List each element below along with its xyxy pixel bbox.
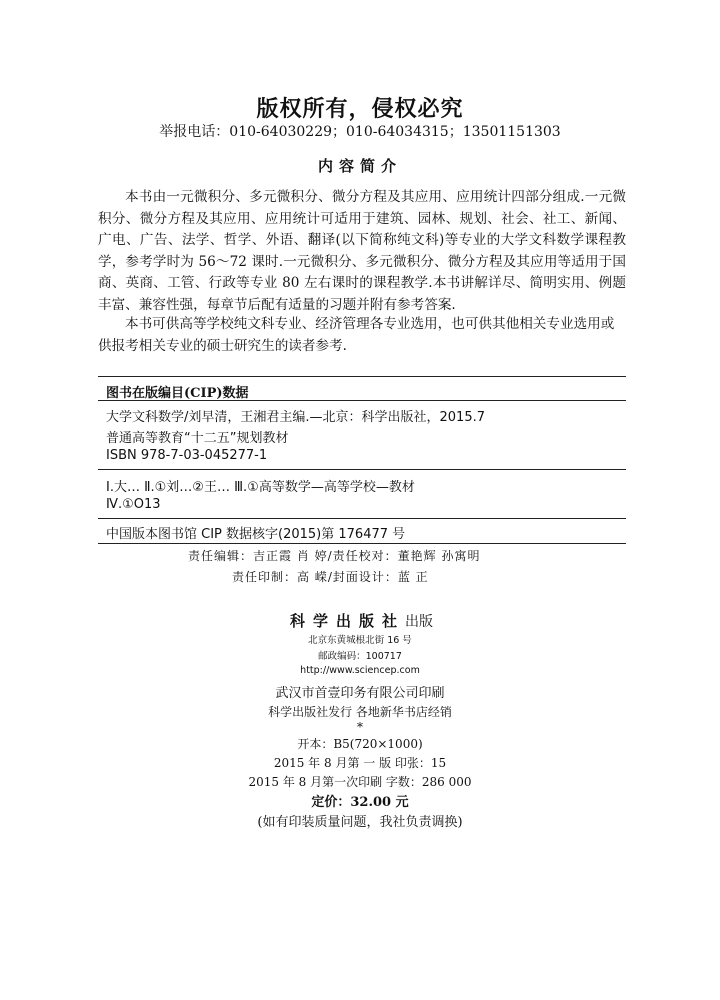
printer-info: 武汉市首壹印务有限公司印刷	[275, 686, 445, 701]
cip-heading-divider	[98, 400, 626, 401]
intro-paragraph-2: 本书可供高等学校纯文科专业、经济管理各专业选用，也可供其他相关专业选用或供报考相关专业的硕士研究生的读者参考.	[98, 316, 615, 354]
separator-star: *	[357, 720, 363, 734]
cip-line-classification: Ⅳ.①O13	[106, 497, 161, 512]
impression-info: 2015 年 8 月第一次印刷 字数：286 000	[248, 775, 472, 789]
book-price: 定价：32.00 元	[311, 795, 409, 810]
report-hotline: 举报电话：010-64030229；010-64034315；13501151303	[159, 124, 561, 140]
intro-heading: 内容简介	[317, 157, 402, 175]
cip-top-divider	[98, 376, 626, 377]
cip-line-series: 普通高等教育“十二五”规划教材	[106, 431, 289, 446]
publisher-line	[290, 610, 433, 631]
publisher-address: 北京东黄城根北街 16 号	[308, 635, 412, 646]
editor-credits: 责任编辑：吉正霞 肖 婷/责任校对：董艳辉 孙寓明	[188, 549, 481, 563]
copyright-title: 版权所有，侵权必究	[256, 96, 464, 122]
cip-middle-divider	[98, 469, 626, 470]
cip-line-registration: 中国版本图书馆 CIP 数据核字(2015)第 176477 号	[106, 527, 406, 542]
publisher-suffix: 出版	[405, 614, 434, 630]
cip-line-title: 大学文科数学/刘早清，王湘君主编.—北京：科学出版社，2015.7	[106, 410, 485, 425]
book-format: 开本：B5(720×1000)	[297, 737, 423, 751]
quality-note: (如有印装质量问题，我社负责调换)	[257, 815, 463, 830]
cip-lower-divider	[98, 518, 626, 519]
cip-line-isbn: ISBN 978-7-03-045277-1	[106, 448, 268, 463]
publisher-postcode: 邮政编码：100717	[318, 651, 402, 662]
intro-paragraph-1: 本书由一元微积分、多元微积分、微分方程及其应用、应用统计四部分组成.一元微积分、微分方程及其应用、应用统计可适用于建筑、园林、规划、社会、社工、新闻、广电、广告、法学、哲学、外语、翻译(以下简称纯文科)等专业的大学文科数学课程教学，参考学时为 56～72 课时.一元微积分、多元微积分、微分方程及其应用等适用于国商、英商、工管、行政等专业 80 左右课时的课程教学.本书讲解详尽、简明实用、例题丰富、兼容性强，每章节后配有适量的习题并附有参考答案.	[98, 189, 626, 313]
distribution-info: 科学出版社发行 各地新华书店经销	[268, 705, 452, 719]
cip-line-subjects: Ⅰ.大… Ⅱ.①刘…②王… Ⅲ.①高等数学—高等学校—教材	[106, 480, 415, 495]
cip-heading: 图书在版编目(CIP)数据	[106, 386, 249, 401]
printing-credits: 责任印制：高 嵘/封面设计：蓝 正	[232, 570, 429, 584]
edition-info: 2015 年 8 月第 一 版 印张：15	[273, 756, 447, 770]
publisher-name: 科学出版社	[290, 612, 406, 630]
cip-bottom-divider	[98, 543, 626, 544]
publisher-website: http://www.sciencep.com	[300, 665, 420, 676]
